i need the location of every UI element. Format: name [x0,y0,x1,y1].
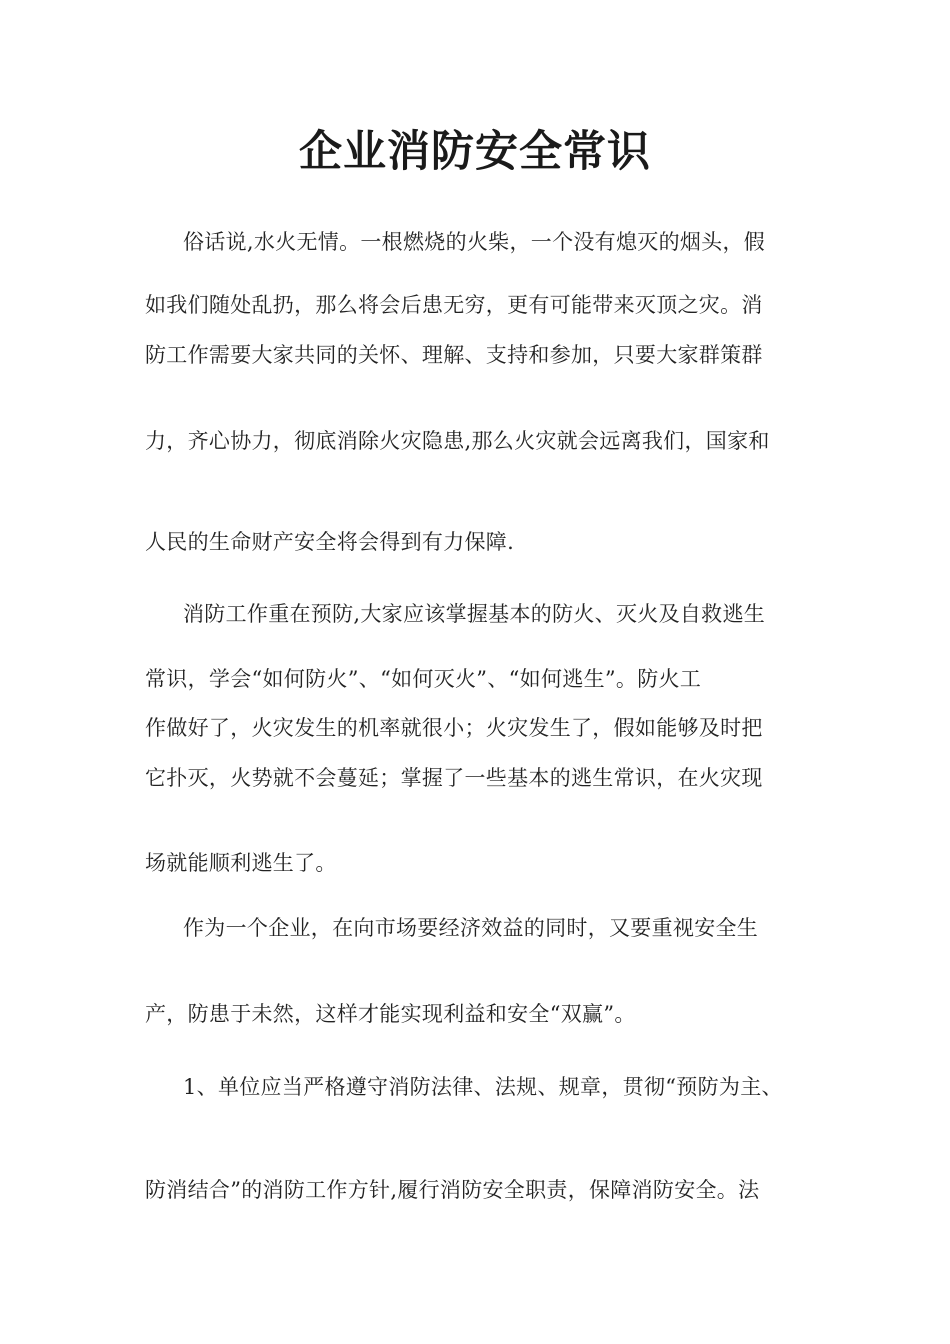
paragraph-line: 俗话说,水火无情。一根燃烧的火柴，一个没有熄灭的烟头，假 [183,230,766,254]
paragraph-line: 1、单位应当严格遵守消防法律、法规、规章，贯彻“预防为主、 [183,1075,783,1099]
paragraph-line: 作为一个企业，在向市场要经济效益的同时，又要重视安全生 [183,916,759,940]
paragraph-line: 如我们随处乱扔，那么将会后患无穷，更有可能带来灭顶之灾。消 [145,293,763,317]
paragraph-line: 防工作需要大家共同的关怀、理解、支持和参加，只要大家群策群 [145,343,763,367]
paragraph-line: 它扑灭，火势就不会蔓延；掌握了一些基本的逃生常识，在火灾现 [145,766,763,790]
paragraph-line: 人民的生命财产安全将会得到有力保障. [145,530,515,554]
paragraph-line: 消防工作重在预防,大家应该掌握基本的防火、灭火及自救逃生 [183,602,766,626]
paragraph-line: 常识，学会“如何防火”、“如何灭火”、“如何逃生”。防火工 [145,667,702,691]
paragraph-line: 产，防患于未然，这样才能实现利益和安全“双赢”。 [145,1002,636,1026]
document-title: 企业消防安全常识 [299,127,651,177]
paragraph-line: 防消结合”的消防工作方针,履行消防安全职责，保障消防安全。法 [145,1178,760,1202]
paragraph-line: 力，齐心协力，彻底消除火灾隐患,那么火灾就会远离我们，国家和 [145,429,770,453]
paragraph-line: 场就能顺利逃生了。 [145,851,337,875]
paragraph-line: 作做好了，火灾发生的机率就很小；火灾发生了，假如能够及时把 [145,716,763,740]
